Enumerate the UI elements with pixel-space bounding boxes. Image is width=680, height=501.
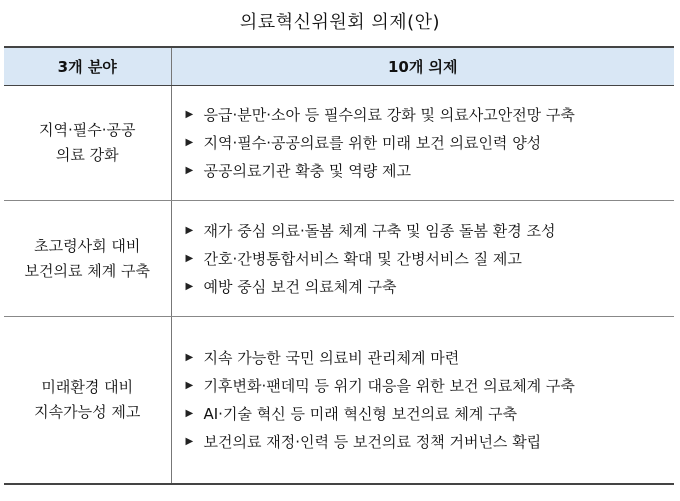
bullet-icon: ▶ [185, 109, 194, 120]
agenda-item [172, 428, 675, 456]
page-title: 의료혁신위원회 의제(안) [239, 12, 441, 33]
table-header-row [4, 47, 674, 86]
agenda-item-text: 공공의료기관 확충 및 역량 제고 [203, 162, 411, 180]
bullet-icon: ▶ [185, 408, 194, 419]
agenda-cell [171, 201, 674, 317]
agenda-item [172, 344, 675, 372]
agenda-item [172, 372, 675, 400]
agenda-item-text: 예방 중심 보건 의료체계 구축 [203, 277, 397, 296]
area-label-line: 초고령사회 대비 [34, 236, 141, 255]
area-cell [4, 201, 171, 317]
table-row [4, 201, 674, 317]
area-label-line: 지역·필수·공공 [39, 121, 136, 139]
table-row [4, 317, 674, 485]
agenda-table [4, 46, 674, 485]
area-label-line: 의료 강화 [55, 146, 119, 164]
bullet-icon: ▶ [185, 252, 194, 264]
bullet-icon: ▶ [185, 224, 194, 236]
area-label-line: 보건의료 체계 구축 [24, 261, 150, 280]
agenda-item-text: 지속 가능한 국민 의료비 관리체계 마련 [203, 349, 460, 367]
agenda-item-text: AI·기술 혁신 등 미래 혁신형 보건의료 체계 구축 [203, 405, 518, 423]
bullet-icon: ▶ [185, 280, 194, 292]
table-row [4, 86, 674, 201]
agenda-cell [171, 317, 674, 485]
bullet-icon: ▶ [185, 436, 194, 447]
agenda-item [172, 245, 675, 273]
agenda-item [172, 217, 675, 245]
agenda-item-text: 간호·간병통합서비스 확대 및 간병서비스 질 제고 [203, 249, 522, 268]
agenda-item-text: 지역·필수·공공의료를 위한 미래 보건 의료인력 양성 [203, 134, 542, 152]
header-area: 3개 분야 [4, 47, 171, 86]
area-label-line: 지속가능성 제고 [34, 403, 141, 421]
bullet-icon: ▶ [185, 137, 194, 148]
agenda-item [172, 273, 675, 301]
agenda-cell [171, 86, 674, 201]
agenda-item-text: 기후변화·팬데믹 등 위기 대응을 위한 보건 의료체계 구축 [203, 377, 575, 395]
bullet-icon: ▶ [185, 380, 194, 391]
agenda-item [172, 400, 675, 428]
agenda-item-text: 응급·분만·소아 등 필수의료 강화 및 의료사고안전망 구축 [203, 106, 575, 124]
agenda-item [172, 157, 675, 185]
agenda-item-text: 보건의료 재정·인력 등 보건의료 정책 거버넌스 확립 [203, 433, 542, 451]
agenda-item-text: 재가 중심 의료·돌봄 체계 구축 및 임종 돌봄 환경 조성 [203, 221, 556, 240]
bullet-icon: ▶ [185, 352, 194, 363]
header-agenda: 10개 의제 [171, 47, 674, 86]
area-label-line: 미래환경 대비 [41, 378, 134, 396]
agenda-item [172, 129, 675, 157]
agenda-item [172, 101, 675, 129]
area-cell [4, 317, 171, 485]
bullet-icon: ▶ [185, 165, 194, 176]
area-cell [4, 86, 171, 201]
